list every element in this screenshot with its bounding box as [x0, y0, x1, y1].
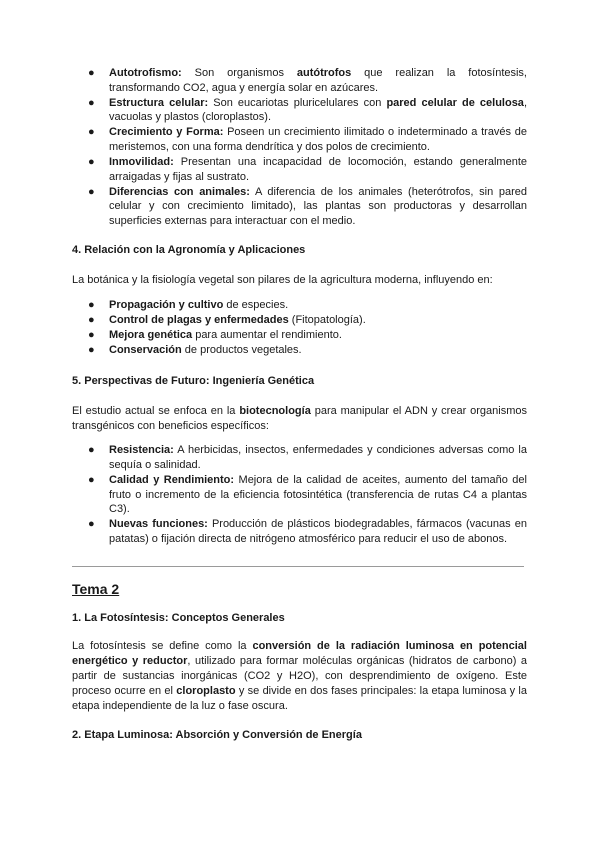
bullet-icon: ●	[88, 299, 95, 312]
bold-text: cloroplasto	[176, 685, 236, 697]
bold-text: biotecnología	[239, 405, 311, 418]
bold-text: Autotrofismo:	[109, 67, 182, 79]
text-run: que realizan la fotosíntesis, transformando CO2, agua y energía solar en azúcares.	[109, 67, 527, 94]
bold-text: Diferencias con animales:	[109, 185, 250, 198]
list-item	[72, 185, 527, 229]
bold-text: Crecimiento y Forma:	[109, 126, 224, 139]
text-run: para manipular el ADN y crear organismos transgénicos con beneficios específicos:	[72, 405, 527, 433]
bold-text: Mejora genética	[109, 329, 193, 342]
bullet-icon: ●	[88, 126, 95, 139]
bold-text: Resistencia:	[109, 444, 174, 457]
tema2-s2-heading: 2. Etapa Luminosa: Absorción y Conversión de Energía	[72, 729, 362, 741]
section-5-heading: 5. Perspectivas de Futuro: Ingeniería Genética	[72, 375, 315, 388]
list-item	[72, 155, 527, 184]
text-run: de productos vegetales.	[181, 344, 302, 357]
bullet-icon: ●	[88, 67, 95, 79]
text-run: Mejora de la calidad de aceites, aumento del tamaño del fruto o incremento de la eficiencia fotosintética (transferencia de rutas C4 a plantas C3).	[109, 474, 527, 516]
text-run: para aumentar el rendimiento.	[192, 329, 342, 342]
bullet-icon: ●	[88, 518, 95, 531]
list-item	[72, 66, 527, 95]
text-run: (Fitopatología).	[288, 314, 366, 327]
bullet-icon: ●	[88, 185, 95, 198]
list-item	[72, 343, 527, 358]
bullet-icon: ●	[88, 474, 95, 487]
bold-text: autótrofos	[296, 67, 352, 79]
section-4-list	[72, 298, 527, 358]
text-run: , utilizado para formar moléculas orgánicas (hidratos de carbono) a partir de sustancias inorgánicas (CO2 y H2O), con desprendimiento de oxígeno. Este proceso ocurre en el	[72, 655, 527, 697]
section-4-intro: La botánica y la fisiología vegetal son pilares de la agricultura moderna, influyendo en:	[72, 274, 493, 287]
list-item	[72, 313, 527, 328]
bold-text: Control de plagas y enfermedades	[109, 314, 289, 327]
section-5-list	[72, 443, 527, 546]
bold-text: conversión de la radiación luminosa en potencial energético y reductor	[72, 640, 527, 667]
text-run: de especies.	[223, 299, 289, 312]
text-run: , vacuolas y plastos (cloroplastos).	[109, 96, 527, 124]
text-run: Poseen un crecimiento ilimitado o indeterminado a través de meristemos, con una forma dendrítica y dos polos de crecimiento.	[109, 126, 527, 153]
list-item	[72, 328, 527, 343]
text-run: Son eucariotas pluricelulares con	[208, 96, 387, 109]
text-run: Producción de plásticos biodegradables, fármacos (vacunas en patatas) o fijación directa de nitrógeno atmosférico para reducir el uso de abonos.	[109, 518, 527, 545]
bold-text: pared celular de celulosa	[386, 96, 524, 109]
bullet-icon: ●	[88, 329, 95, 342]
list-item	[72, 443, 527, 472]
bullet-icon: ●	[88, 344, 95, 357]
tema2-content	[72, 580, 527, 743]
list-item	[72, 517, 527, 546]
tema-2-title: Tema 2	[72, 581, 120, 597]
tema2-s1-heading: 1. La Fotosíntesis: Conceptos Generales	[72, 612, 285, 624]
bold-text: Estructura celular:	[109, 96, 209, 109]
text-run: A diferencia de los animales (heterótrofos, sin pared celular y con crecimiento limitado), las plantas son productoras y desarrollan superficies externas para interactuar con el medio.	[109, 185, 527, 227]
bullet-icon: ●	[88, 156, 95, 169]
text-run: y se divide en dos fases principales: la etapa luminosa y la etapa independiente de la luz o fase oscura.	[72, 685, 527, 712]
text-run: Son organismos	[181, 67, 297, 79]
list-item	[72, 473, 527, 517]
list-item	[72, 298, 527, 313]
text-run: El estudio actual se enfoca en la	[72, 405, 240, 418]
text-run: Presentan una incapacidad de locomoción, estando generalmente arraigadas y fijas al sustrato.	[109, 156, 527, 183]
text-run: A herbicidas, insectos, enfermedades y condiciones adversas como la sequía o salinidad.	[109, 444, 527, 471]
section-5-intro	[72, 404, 527, 434]
section-4-heading: 4. Relación con la Agronomía y Aplicaciones	[72, 244, 306, 257]
tema2-s1-paragraph	[72, 639, 527, 714]
text-run: La fotosíntesis se define como la	[72, 640, 253, 652]
bold-text: Nuevas funciones:	[109, 518, 208, 531]
content	[72, 66, 527, 547]
bold-text: Calidad y Rendimiento:	[109, 474, 235, 487]
bold-text: Conservación	[109, 344, 182, 357]
list-item	[72, 125, 527, 154]
bold-text: Inmovilidad:	[109, 156, 174, 169]
bold-text: Propagación y cultivo	[109, 299, 224, 312]
bullet-icon: ●	[88, 444, 95, 457]
bullet-icon: ●	[88, 96, 95, 109]
section-divider	[72, 566, 524, 567]
features-list	[72, 66, 527, 229]
list-item	[72, 96, 527, 125]
bullet-icon: ●	[88, 314, 95, 327]
